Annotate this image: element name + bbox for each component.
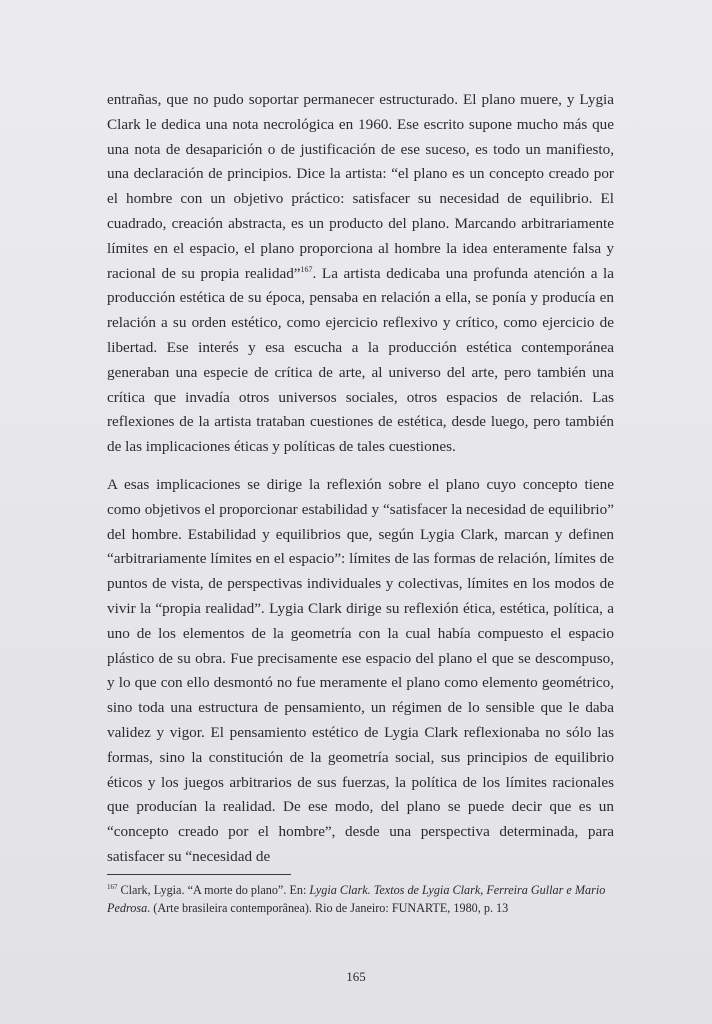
footnote-reference[interactable]: 167	[300, 264, 313, 274]
footnote-text: Clark, Lygia. “A morte do plano”. En:	[117, 883, 310, 897]
paragraph-text: . La artista dedicaba una profunda atención a la producción estética de su época, pensaba en relación a ella, se ponía y producía en relación a su orden estético, como ejercicio reflexivo y crítico, como ejercicio de libertad. Ese interés y esa escucha a la producción estética contemporánea generaban una especie de crítica de arte, al universo del arte, pero también una crítica que invadía otros universos sociales, otros espacios de relación. Las reflexiones de la artista trataban cuestiones de estética, desde luego, pero también de las implicaciones éticas y políticas de tales cuestiones.	[107, 264, 614, 456]
footnote	[107, 881, 614, 917]
footnote-number: 167	[107, 882, 118, 891]
paragraph	[107, 88, 614, 460]
paragraph: A esas implicaciones se dirige la reflexión sobre el plano cuyo concepto tiene como objetivos el proporcionar estabilidad y “satisfacer la necesidad de equilibrio” del hombre. Estabilidad y equilibrios que, según Lygia Clark, marcan y definen “arbitrariamente límites en el espacio”: límites de las formas de relación, límites de puntos de vista, de perspectivas individuales y colectivas, límites en los modos de vivir la “propia realidad”. Lygia Clark dirige su reflexión ética, estética, política, a uno de los elementos de la geometría con la cual había compuesto el espacio plástico de su obra. Fue precisamente ese espacio del plano el que se descompuso, y lo que con ello desmontó no fue meramente el plano como elemento geométrico, sino toda una estructura de pensamiento, un régimen de lo sensible que le daba validez y vigor. El pensamiento estético de Lygia Clark reflexionaba no sólo las formas, sino la constitución de la geometría social, sus principios de equilibrio éticos y los juegos arbitrarios de sus fuerzas, la política de los límites racionales que producían la realidad. De ese modo, del plano se puede decir que es un “concepto creado por el hombre”, desde una perspectiva determinada, para satisfacer su “necesidad de	[107, 475, 614, 865]
body-text	[107, 88, 614, 870]
footnote-text: . (Arte brasileira contemporânea). Rio de Janeiro: FUNARTE, 1980, p. 13	[147, 901, 509, 915]
footnote-title: Lygia Clark. Textos de Lygia Clark, Ferreira Gullar e Mario Pedrosa	[107, 883, 606, 915]
page-number: 165	[346, 969, 366, 984]
footnote-separator	[107, 874, 291, 875]
paragraph-text: entrañas, que no pudo soportar permanecer estructurado. El plano muere, y Lygia Clark le dedica una nota necrológica en 1960. Ese escrito supone mucho más que una nota de desaparición o de justificación de ese suceso, es todo un manifiesto, una declaración de principios. Dice la artista: “el plano es un concepto creado por el hombre con un objetivo práctico: satisfacer su necesidad de equilibrio. El cuadrado, creación abstracta, es un producto del plano. Marcando arbitrariamente límites en el espacio, el plano proporciona al hombre la idea enteramente falsa y racional de su propia realidad”	[107, 91, 614, 282]
